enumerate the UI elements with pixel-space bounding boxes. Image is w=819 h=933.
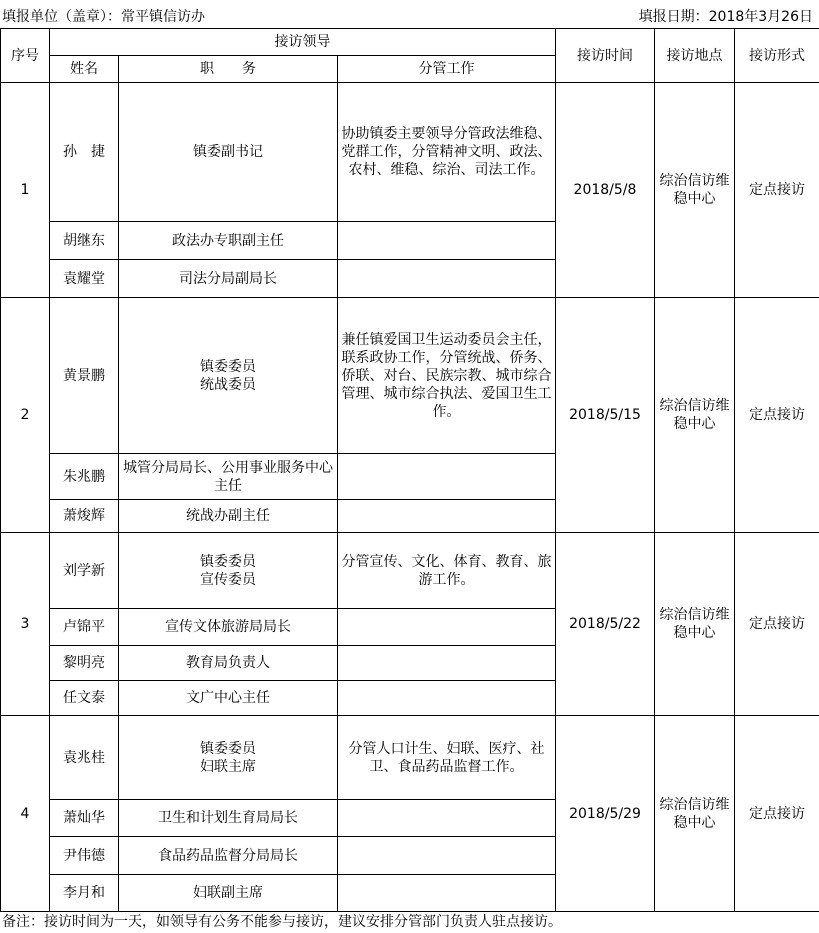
table-row bbox=[1, 298, 819, 454]
leader-duty bbox=[338, 800, 556, 837]
leader-duty bbox=[338, 875, 556, 912]
table-row bbox=[1, 83, 819, 222]
report-header bbox=[0, 0, 819, 28]
leader-name: 尹伟德 bbox=[50, 837, 119, 875]
reception-form: 定点接访 bbox=[735, 83, 819, 298]
leader-position: 宣传文体旅游局局长 bbox=[119, 609, 338, 646]
header-form: 接访形式 bbox=[735, 29, 819, 83]
header-name: 姓名 bbox=[50, 56, 119, 83]
seq-cell: 3 bbox=[1, 533, 50, 716]
reception-schedule-table bbox=[0, 28, 819, 912]
leader-position: 镇委委员 宣传委员 bbox=[119, 533, 338, 609]
reception-time: 2018/5/29 bbox=[556, 716, 655, 912]
reporting-unit: 填报单位（盖章）：常平镇信访办 bbox=[2, 9, 205, 25]
header-leaders-group: 接访领导 bbox=[50, 29, 556, 56]
leader-duty: 协助镇委主要领导分管政法维稳、党群工作，分管精神文明、政法、农村、维稳、综治、司法工作。 bbox=[338, 83, 556, 222]
leader-name: 刘学新 bbox=[50, 533, 119, 609]
leader-duty bbox=[338, 500, 556, 533]
leader-name: 孙 捷 bbox=[50, 83, 119, 222]
leader-name: 胡继东 bbox=[50, 222, 119, 260]
seq-cell: 1 bbox=[1, 83, 50, 298]
leader-name: 朱兆鹏 bbox=[50, 454, 119, 500]
leader-duty bbox=[338, 222, 556, 260]
table-row bbox=[1, 716, 819, 800]
reception-form: 定点接访 bbox=[735, 533, 819, 716]
seq-cell: 2 bbox=[1, 298, 50, 533]
reception-form: 定点接访 bbox=[735, 716, 819, 912]
header-place: 接访地点 bbox=[655, 29, 735, 83]
leader-name: 袁兆桂 bbox=[50, 716, 119, 800]
table-row bbox=[1, 533, 819, 609]
leader-name: 卢锦平 bbox=[50, 609, 119, 646]
leader-name: 黎明亮 bbox=[50, 646, 119, 681]
leader-position: 政法办专职副主任 bbox=[119, 222, 338, 260]
header-position: 职 务 bbox=[119, 56, 338, 83]
leader-position: 妇联副主席 bbox=[119, 875, 338, 912]
leader-position: 食品药品监督分局局长 bbox=[119, 837, 338, 875]
leader-duty bbox=[338, 681, 556, 716]
seq-cell: 4 bbox=[1, 716, 50, 912]
leader-name: 黄景鹏 bbox=[50, 298, 119, 454]
reception-time: 2018/5/8 bbox=[556, 83, 655, 298]
header-duty: 分管工作 bbox=[338, 56, 556, 83]
footer-note: 备注：接访时间为一天，如领导有公务不能参与接访，建议安排分管部门负责人驻点接访。 bbox=[2, 914, 562, 930]
header-time: 接访时间 bbox=[556, 29, 655, 83]
leader-position: 教育局负责人 bbox=[119, 646, 338, 681]
leader-position: 镇委委员 妇联主席 bbox=[119, 716, 338, 800]
leader-name: 萧灿华 bbox=[50, 800, 119, 837]
reception-time: 2018/5/15 bbox=[556, 298, 655, 533]
leader-duty bbox=[338, 454, 556, 500]
leader-position: 文广中心主任 bbox=[119, 681, 338, 716]
reception-place: 综治信访维稳中心 bbox=[655, 716, 735, 912]
reception-form: 定点接访 bbox=[735, 298, 819, 533]
leader-position: 镇委副书记 bbox=[119, 83, 338, 222]
leader-duty: 分管宣传、文化、体育、教育、旅游工作。 bbox=[338, 533, 556, 609]
header-seq: 序号 bbox=[1, 29, 50, 83]
reception-place: 综治信访维稳中心 bbox=[655, 298, 735, 533]
leader-position: 城管分局局长、公用事业服务中心主任 bbox=[119, 454, 338, 500]
reception-time: 2018/5/22 bbox=[556, 533, 655, 716]
reporting-date: 填报日期：2018年3月26日 bbox=[638, 9, 813, 25]
leader-duty bbox=[338, 609, 556, 646]
leader-duty bbox=[338, 260, 556, 298]
leader-name: 萧焌辉 bbox=[50, 500, 119, 533]
leader-name: 袁耀堂 bbox=[50, 260, 119, 298]
leader-duty bbox=[338, 837, 556, 875]
leader-name: 任文泰 bbox=[50, 681, 119, 716]
leader-duty bbox=[338, 646, 556, 681]
leader-position: 司法分局副局长 bbox=[119, 260, 338, 298]
leader-position: 统战办副主任 bbox=[119, 500, 338, 533]
reception-place: 综治信访维稳中心 bbox=[655, 83, 735, 298]
leader-name: 李月和 bbox=[50, 875, 119, 912]
leader-position: 镇委委员 统战委员 bbox=[119, 298, 338, 454]
leader-duty: 分管人口计生、妇联、医疗、社卫、食品药品监督工作。 bbox=[338, 716, 556, 800]
reception-place: 综治信访维稳中心 bbox=[655, 533, 735, 716]
leader-position: 卫生和计划生育局局长 bbox=[119, 800, 338, 837]
leader-duty: 兼任镇爱国卫生运动委员会主任，联系政协工作，分管统战、侨务、侨联、对台、民族宗教、城市综合管理、城市综合执法、爱国卫生工作。 bbox=[338, 298, 556, 454]
